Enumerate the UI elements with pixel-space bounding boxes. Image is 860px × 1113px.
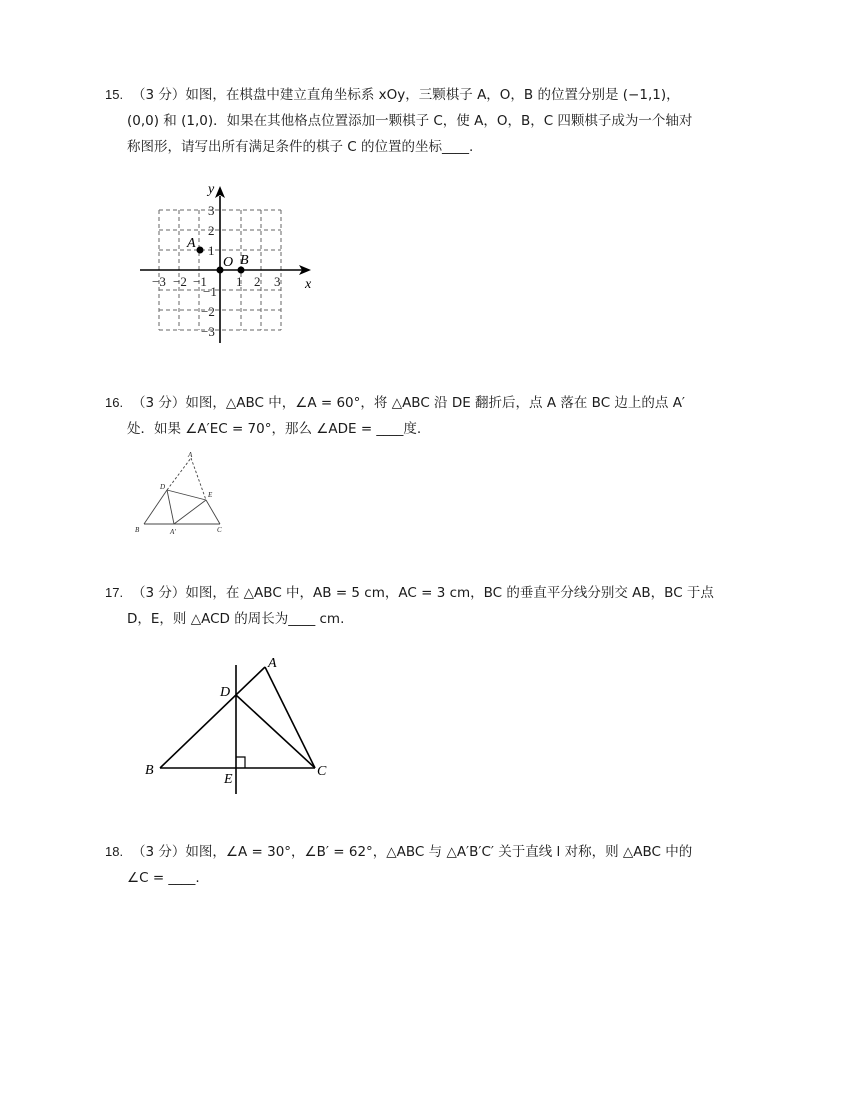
point-b-label: B xyxy=(240,253,249,268)
point-o-label: O xyxy=(223,255,234,270)
y-axis-label: y xyxy=(208,182,215,197)
question-text-line: （3 分）如图，△ABC 中，∠A = 60°，将 △ABC 沿 DE 翻折后，点 A 落在 BC 边上的点 A′ xyxy=(132,395,685,411)
x-tick-label: 3 xyxy=(274,274,281,289)
y-tick-label: 2 xyxy=(208,223,215,238)
question-text-line: （3 分）如图，在 △ABC 中，AB = 5 cm，AC = 3 cm，BC 的垂直平分线分别交 AB，BC 于点 xyxy=(132,585,714,601)
y-tick-label: −3 xyxy=(201,324,215,339)
x-axis-label: x xyxy=(305,277,312,292)
x-tick-label: −2 xyxy=(173,274,187,289)
vertex-label-e: E xyxy=(224,772,233,787)
coordinate-grid-figure xyxy=(135,178,325,348)
question-text-line: 称图形，请写出所有满足条件的棋子 C 的位置的坐标____. xyxy=(127,139,474,155)
vertex-label-b: B xyxy=(135,526,140,534)
question-number: 18. xyxy=(105,844,124,859)
vertex-label-a-prime: A′ xyxy=(170,528,176,536)
question-number: 15. xyxy=(105,87,124,102)
x-tick-label: −3 xyxy=(152,274,166,289)
vertex-label-c: C xyxy=(317,764,327,779)
vertex-label-a: A xyxy=(188,451,193,459)
question-text-line: D，E，则 △ACD 的周长为____ cm. xyxy=(127,611,345,627)
question-number: 16. xyxy=(105,395,124,410)
y-tick-label: −1 xyxy=(203,284,217,299)
point-a-label: A xyxy=(187,236,196,251)
question-text-line: ∠C = ____. xyxy=(127,870,200,886)
question-text-line: 处．如果 ∠A′EC = 70°，那么 ∠ADE = ____度. xyxy=(127,421,422,437)
vertex-label-c: C xyxy=(217,526,222,534)
perpendicular-bisector-figure xyxy=(140,650,340,798)
question-number: 17. xyxy=(105,585,124,600)
y-tick-label: −2 xyxy=(201,304,215,319)
point-a xyxy=(197,247,204,254)
y-tick-label: 3 xyxy=(208,203,215,218)
question-text-line: （3 分）如图，∠A = 30°，∠B′ = 62°，△ABC 与 △A′B′C′ 关于直线 l 对称，则 △ABC 中的 xyxy=(132,844,693,860)
y-tick-label: 1 xyxy=(208,243,215,258)
x-tick-label: 2 xyxy=(254,274,261,289)
fold-triangle-figure xyxy=(130,448,240,540)
question-text-line: （3 分）如图，在棋盘中建立直角坐标系 xOy，三颗棋子 A，O，B 的位置分别是 (−1,1)， xyxy=(132,87,680,103)
vertex-label-d: D xyxy=(220,685,231,700)
vertex-label-d: D xyxy=(160,483,166,491)
vertex-label-e: E xyxy=(208,491,213,499)
x-tick-label: 1 xyxy=(236,274,243,289)
vertex-label-a: A xyxy=(268,656,277,671)
x-tick-label: −1 xyxy=(193,274,207,289)
question-text-line: (0,0) 和 (1,0)．如果在其他格点位置添加一颗棋子 C，使 A，O，B，C 四颗棋子成为一个轴对 xyxy=(127,113,693,129)
vertex-label-b: B xyxy=(145,763,154,778)
